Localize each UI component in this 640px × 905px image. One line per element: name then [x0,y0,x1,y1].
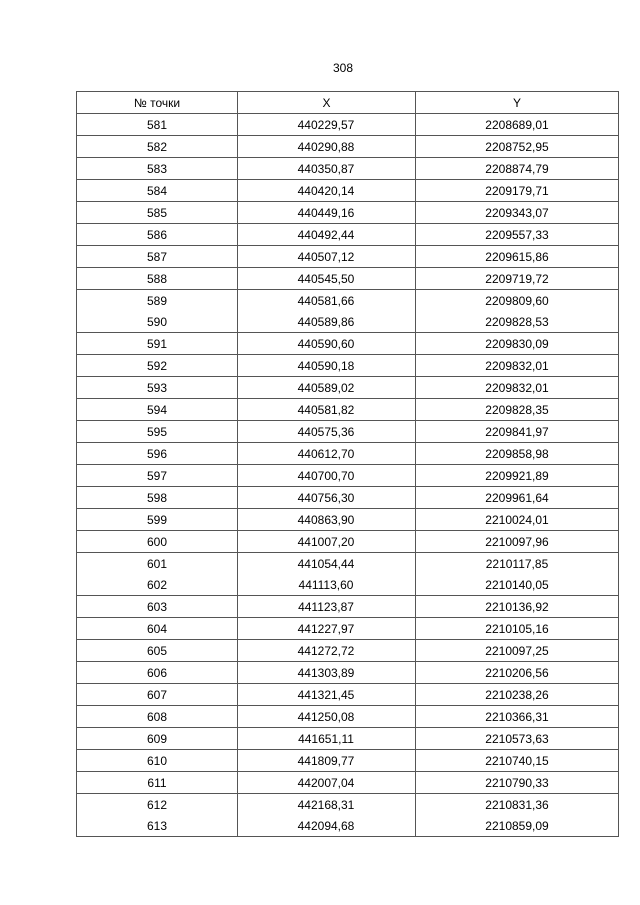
y-coordinate-cell: 2210140,05 [416,574,619,596]
table-row [77,377,619,399]
y-coordinate-cell: 2210136,92 [416,596,619,618]
y-coordinate-cell: 2209719,72 [416,268,619,290]
y-coordinate-cell: 2208874,79 [416,158,619,180]
y-coordinate-cell: 2209828,53 [416,311,619,333]
y-coordinate-cell: 2210097,25 [416,640,619,662]
y-coordinate-cell: 2209961,64 [416,487,619,509]
y-coordinate-cell: 2210790,33 [416,772,619,794]
table-row [77,290,619,312]
table-row [77,202,619,224]
table-row [77,640,619,662]
point-number-cell: 586 [77,224,238,246]
point-number-cell: 606 [77,662,238,684]
point-number-cell: 608 [77,706,238,728]
column-header-y: Y [416,92,619,114]
x-coordinate-cell: 440590,18 [238,355,416,377]
column-header-x: X [238,92,416,114]
x-coordinate-cell: 440612,70 [238,443,416,465]
x-coordinate-cell: 440581,66 [238,290,416,312]
x-coordinate-cell: 442168,31 [238,794,416,816]
x-coordinate-cell: 440581,82 [238,399,416,421]
point-number-cell: 588 [77,268,238,290]
y-coordinate-cell: 2209615,86 [416,246,619,268]
y-coordinate-cell: 2210024,01 [416,509,619,531]
point-number-cell: 582 [77,136,238,158]
y-coordinate-cell: 2210366,31 [416,706,619,728]
table-row [77,574,619,596]
y-coordinate-cell: 2209828,35 [416,399,619,421]
point-number-cell: 592 [77,355,238,377]
y-coordinate-cell: 2210105,16 [416,618,619,640]
x-coordinate-cell: 440700,70 [238,465,416,487]
table-row [77,487,619,509]
point-number-cell: 602 [77,574,238,596]
y-coordinate-cell: 2210097,96 [416,531,619,553]
y-coordinate-cell: 2210117,85 [416,553,619,575]
x-coordinate-cell: 441250,08 [238,706,416,728]
table-row [77,421,619,443]
point-number-cell: 584 [77,180,238,202]
y-coordinate-cell: 2209179,71 [416,180,619,202]
table-body [77,114,619,837]
x-coordinate-cell: 442094,68 [238,815,416,837]
table-row [77,772,619,794]
table-row [77,728,619,750]
x-coordinate-cell: 440589,02 [238,377,416,399]
point-number-cell: 605 [77,640,238,662]
point-number-cell: 589 [77,290,238,312]
table-row [77,531,619,553]
point-number-cell: 603 [77,596,238,618]
table-row [77,596,619,618]
table-row [77,553,619,575]
y-coordinate-cell: 2209921,89 [416,465,619,487]
x-coordinate-cell: 441054,44 [238,553,416,575]
point-number-cell: 607 [77,684,238,706]
x-coordinate-cell: 442007,04 [238,772,416,794]
y-coordinate-cell: 2208752,95 [416,136,619,158]
x-coordinate-cell: 441007,20 [238,531,416,553]
y-coordinate-cell: 2210740,15 [416,750,619,772]
table-row [77,618,619,640]
table-row [77,114,619,136]
table-row [77,180,619,202]
x-coordinate-cell: 441123,87 [238,596,416,618]
x-coordinate-cell: 441809,77 [238,750,416,772]
table-row [77,465,619,487]
table-row [77,443,619,465]
x-coordinate-cell: 440420,14 [238,180,416,202]
table-row [77,246,619,268]
table-row [77,268,619,290]
point-number-cell: 609 [77,728,238,750]
column-header-point-number: № точки [77,92,238,114]
point-number-cell: 594 [77,399,238,421]
coordinates-table [76,91,619,837]
point-number-cell: 587 [77,246,238,268]
table-header-row [77,92,619,114]
y-coordinate-cell: 2209858,98 [416,443,619,465]
x-coordinate-cell: 440589,86 [238,311,416,333]
y-coordinate-cell: 2209557,33 [416,224,619,246]
point-number-cell: 591 [77,333,238,355]
y-coordinate-cell: 2210831,36 [416,794,619,816]
table-row [77,399,619,421]
x-coordinate-cell: 440575,36 [238,421,416,443]
x-coordinate-cell: 441113,60 [238,574,416,596]
y-coordinate-cell: 2209830,09 [416,333,619,355]
x-coordinate-cell: 440590,60 [238,333,416,355]
y-coordinate-cell: 2208689,01 [416,114,619,136]
table-row [77,224,619,246]
point-number-cell: 612 [77,794,238,816]
point-number-cell: 600 [77,531,238,553]
point-number-cell: 601 [77,553,238,575]
point-number-cell: 595 [77,421,238,443]
point-number-cell: 581 [77,114,238,136]
point-number-cell: 593 [77,377,238,399]
x-coordinate-cell: 440863,90 [238,509,416,531]
table-row [77,794,619,816]
table-row [77,333,619,355]
y-coordinate-cell: 2209809,60 [416,290,619,312]
point-number-cell: 613 [77,815,238,837]
x-coordinate-cell: 441303,89 [238,662,416,684]
y-coordinate-cell: 2209832,01 [416,355,619,377]
point-number-cell: 598 [77,487,238,509]
x-coordinate-cell: 440350,87 [238,158,416,180]
page-number: 308 [332,61,354,75]
x-coordinate-cell: 441272,72 [238,640,416,662]
y-coordinate-cell: 2210573,63 [416,728,619,750]
y-coordinate-cell: 2210859,09 [416,815,619,837]
point-number-cell: 596 [77,443,238,465]
x-coordinate-cell: 441321,45 [238,684,416,706]
table-row [77,662,619,684]
table-row [77,355,619,377]
table-row [77,684,619,706]
point-number-cell: 611 [77,772,238,794]
x-coordinate-cell: 440492,44 [238,224,416,246]
table-row [77,750,619,772]
table-row [77,311,619,333]
y-coordinate-cell: 2209841,97 [416,421,619,443]
point-number-cell: 610 [77,750,238,772]
x-coordinate-cell: 440229,57 [238,114,416,136]
y-coordinate-cell: 2210238,26 [416,684,619,706]
table-row [77,158,619,180]
y-coordinate-cell: 2210206,56 [416,662,619,684]
x-coordinate-cell: 441227,97 [238,618,416,640]
point-number-cell: 585 [77,202,238,224]
table-row [77,136,619,158]
point-number-cell: 590 [77,311,238,333]
point-number-cell: 604 [77,618,238,640]
point-number-cell: 583 [77,158,238,180]
table-row [77,706,619,728]
x-coordinate-cell: 440290,88 [238,136,416,158]
table-row [77,815,619,837]
x-coordinate-cell: 441651,11 [238,728,416,750]
x-coordinate-cell: 440507,12 [238,246,416,268]
table-row [77,509,619,531]
x-coordinate-cell: 440449,16 [238,202,416,224]
y-coordinate-cell: 2209832,01 [416,377,619,399]
point-number-cell: 599 [77,509,238,531]
point-number-cell: 597 [77,465,238,487]
x-coordinate-cell: 440545,50 [238,268,416,290]
y-coordinate-cell: 2209343,07 [416,202,619,224]
x-coordinate-cell: 440756,30 [238,487,416,509]
